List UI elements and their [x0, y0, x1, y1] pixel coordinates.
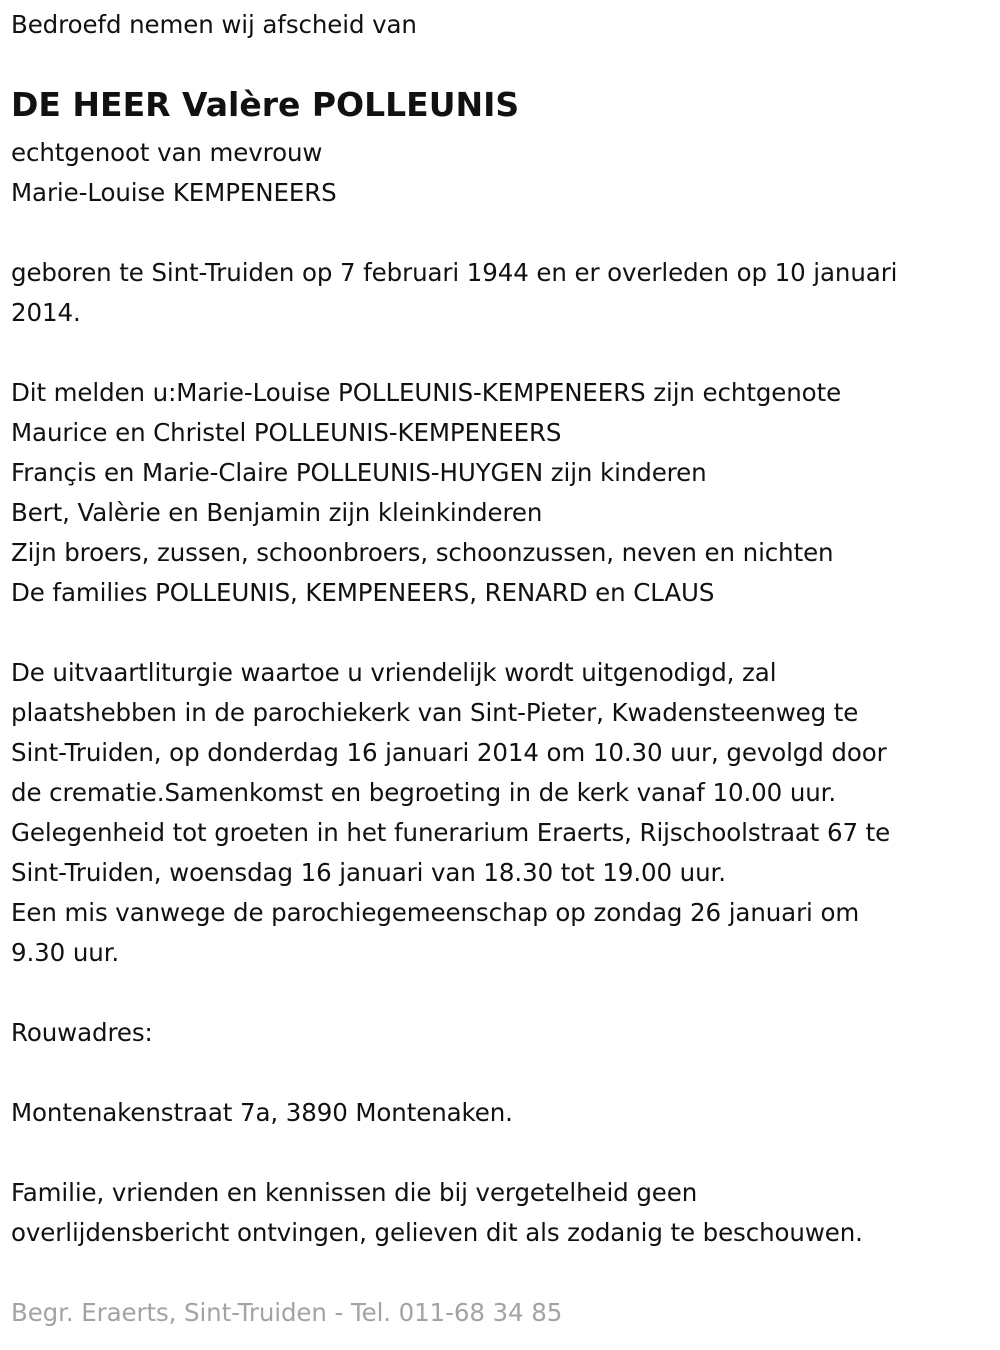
- address-text: Montenakenstraat 7a, 3890 Montenaken.: [11, 1098, 513, 1127]
- family-line: Zijn broers, zussen, schoonbroers, schoonzussen, neven en nichten: [11, 538, 834, 567]
- family-line: Dit melden u:Marie-Louise POLLEUNIS-KEMPENEERS zijn echtgenote: [11, 378, 842, 407]
- ceremony-line: 9.30 uur.: [11, 938, 120, 967]
- funeral-home-footer: Begr. Eraerts, Sint-Truiden - Tel. 011-68 34 85: [11, 1298, 563, 1327]
- address-label: Rouwadres:: [11, 1018, 153, 1047]
- family-line: Bert, Valèrie en Benjamin zijn kleinkinderen: [11, 498, 543, 527]
- family-line: De families POLLEUNIS, KEMPENEERS, RENARD en CLAUS: [11, 578, 715, 607]
- intro-text: Bedroefd nemen wij afscheid van: [11, 10, 417, 39]
- birth-line-2: 2014.: [11, 298, 81, 327]
- deceased-name: DE HEER Valère POLLEUNIS: [11, 85, 520, 124]
- ceremony-line: Sint-Truiden, woensdag 16 januari van 18.30 tot 19.00 uur.: [11, 858, 726, 887]
- birth-line-1: geboren te Sint-Truiden op 7 februari 1944 en er overleden op 10 januari: [11, 258, 898, 287]
- family-line: Françis en Marie-Claire POLLEUNIS-HUYGEN zijn kinderen: [11, 458, 707, 487]
- ceremony-line: Een mis vanwege de parochiegemeenschap op zondag 26 januari om: [11, 898, 860, 927]
- ceremony-line: de crematie.Samenkomst en begroeting in de kerk vanaf 10.00 uur.: [11, 778, 837, 807]
- ceremony-line: plaatshebben in de parochiekerk van Sint-Pieter, Kwadensteenweg te: [11, 698, 859, 727]
- ceremony-line: Sint-Truiden, op donderdag 16 januari 2014 om 10.30 uur, gevolgd door: [11, 738, 887, 767]
- ceremony-line: De uitvaartliturgie waartoe u vriendelijk wordt uitgenodigd, zal: [11, 658, 777, 687]
- notice-line-2: overlijdensbericht ontvingen, gelieven dit als zodanig te beschouwen.: [11, 1218, 863, 1247]
- notice-line-1: Familie, vrienden en kennissen die bij vergetelheid geen: [11, 1178, 698, 1207]
- family-line: Maurice en Christel POLLEUNIS-KEMPENEERS: [11, 418, 562, 447]
- ceremony-line: Gelegenheid tot groeten in het funerarium Eraerts, Rijschoolstraat 67 te: [11, 818, 891, 847]
- spouse-line-2: Marie-Louise KEMPENEERS: [11, 178, 337, 207]
- spouse-line-1: echtgenoot van mevrouw: [11, 138, 323, 167]
